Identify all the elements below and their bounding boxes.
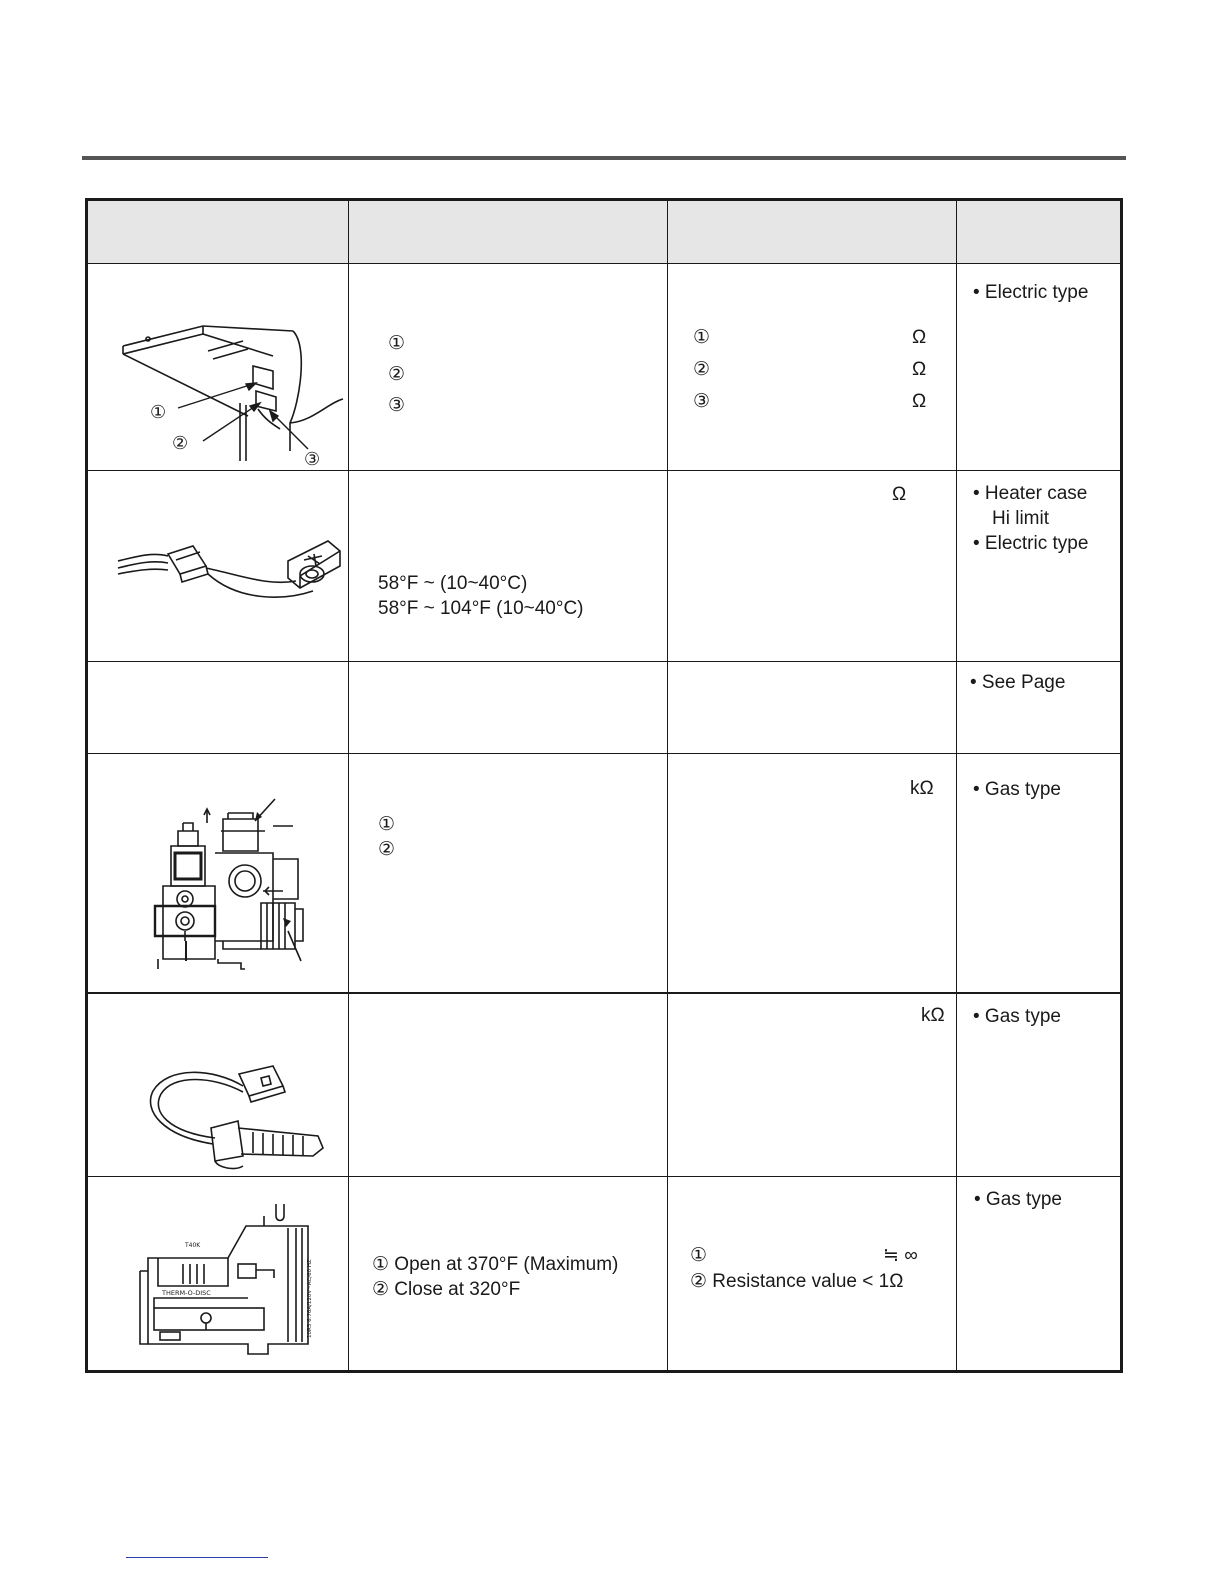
- ohm-unit: Ω: [912, 391, 927, 412]
- row-divider-5: [88, 1176, 1120, 1177]
- reading-label: ②: [693, 359, 711, 380]
- row-divider-3: [88, 753, 1120, 754]
- kohm-unit: kΩ: [921, 1005, 945, 1026]
- device-label-t40k: T40K: [185, 1242, 201, 1249]
- switch-bracket-illustration: [108, 311, 348, 471]
- footer-link-underline[interactable]: [126, 1557, 268, 1558]
- device-label-brand: THERM-O-DISC: [162, 1289, 211, 1297]
- criteria-item: ① Open at 370°F (Maximum): [372, 1254, 619, 1275]
- reading-label: ①: [690, 1245, 708, 1266]
- remark: • Heater case: [973, 483, 1088, 504]
- callout-3: ③: [304, 449, 321, 470]
- criteria-item: ②: [388, 364, 406, 385]
- criteria-item: ①: [378, 814, 396, 835]
- reading-label: ② Resistance value < 1Ω: [690, 1271, 904, 1292]
- remark: • Gas type: [974, 1189, 1062, 1210]
- reading-label: ③: [693, 391, 711, 412]
- ohm-unit: Ω: [892, 484, 907, 505]
- criteria-item: ②: [378, 839, 396, 860]
- remark: • See Page: [970, 672, 1066, 693]
- ohm-unit: Ω: [912, 327, 927, 348]
- remark: • Electric type: [973, 282, 1089, 303]
- kohm-unit: kΩ: [910, 778, 934, 799]
- criteria-item: ② Close at 320°F: [372, 1279, 521, 1300]
- col-divider-2: [667, 201, 668, 1370]
- ohm-unit: Ω: [912, 359, 927, 380]
- table-header-row: [88, 201, 1120, 263]
- igniter-sensor-illustration: [143, 1056, 333, 1176]
- row-divider-header: [88, 263, 1120, 264]
- reading-label: ①: [693, 327, 711, 348]
- remark: • Gas type: [973, 1006, 1061, 1027]
- col-divider-3: [956, 201, 957, 1370]
- inspection-table: [85, 198, 1123, 1373]
- remark: Hi limit: [992, 508, 1049, 529]
- infinity-value: ≒ ∞: [883, 1245, 918, 1266]
- callout-1: ①: [150, 402, 167, 423]
- remark: • Gas type: [973, 779, 1061, 800]
- criteria-item: 58°F ~ 104°F (10~40°C): [378, 598, 584, 619]
- top-rule: [82, 156, 1126, 160]
- row-divider-2: [88, 661, 1120, 662]
- remark: • Electric type: [973, 533, 1089, 554]
- criteria-item: ①: [388, 333, 406, 354]
- therm-o-disc-illustration: [128, 1196, 328, 1366]
- gas-valve-illustration: [123, 791, 343, 981]
- criteria-item: ③: [388, 395, 406, 416]
- callout-2: ②: [172, 433, 189, 454]
- row-divider-4: [88, 992, 1120, 994]
- device-label-rating: 10R5 6.76A/120V~AC/60 HZ: [307, 1259, 313, 1338]
- col-divider-1: [348, 201, 349, 1370]
- thermostat-harness-illustration: [108, 516, 348, 626]
- criteria-item: 58°F ~ (10~40°C): [378, 573, 528, 594]
